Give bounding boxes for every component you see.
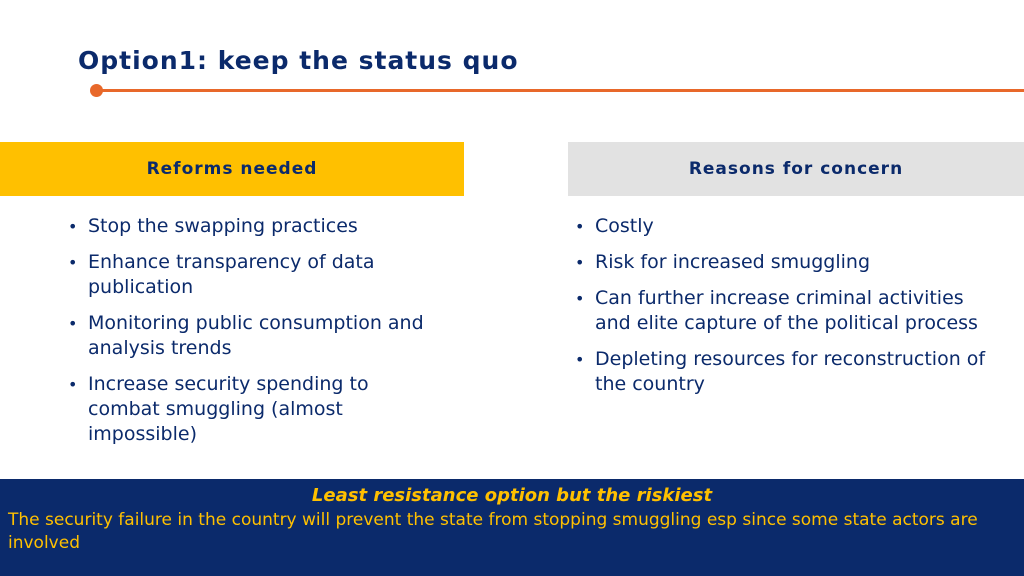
list-item-text: Risk for increased smuggling [595, 251, 870, 273]
concerns-header [568, 142, 1024, 196]
list-item [68, 250, 440, 300]
list-item [575, 347, 995, 397]
concerns-list [575, 214, 995, 408]
bullet-icon: • [575, 350, 585, 369]
bullet-icon: • [68, 314, 78, 333]
bullet-icon: • [575, 253, 585, 272]
list-item [575, 214, 995, 239]
bullet-icon: • [68, 253, 78, 272]
list-item-text: Stop the swapping practices [88, 215, 358, 237]
reforms-header-label: Reforms needed [146, 159, 318, 179]
list-item-text: Enhance transparency of data publication [88, 251, 375, 298]
list-item [575, 250, 995, 275]
reforms-header [0, 142, 464, 196]
concerns-header-label: Reasons for concern [688, 159, 904, 179]
slide-title: Option1: keep the status quo [78, 46, 519, 75]
bullet-icon: • [68, 217, 78, 236]
list-item-text: Monitoring public consumption and analysis trends [88, 312, 424, 359]
title-underline-dot [90, 84, 103, 97]
footer-body: The security failure in the country will prevent the state from stopping smuggling esp since some state actors are involved [8, 510, 978, 553]
list-item-text: Costly [595, 215, 654, 237]
list-item [68, 214, 440, 239]
footer-banner [0, 479, 1024, 576]
list-item [575, 286, 995, 336]
list-item-text: Depleting resources for reconstruction of the country [595, 348, 986, 395]
list-item-text: Can further increase criminal activities and elite capture of the political process [595, 287, 978, 334]
reforms-list [68, 214, 440, 458]
bullet-icon: • [68, 375, 78, 394]
list-item-text: Increase security spending to combat smuggling (almost impossible) [88, 373, 369, 445]
list-item [68, 372, 440, 447]
list-item [68, 311, 440, 361]
bullet-icon: • [575, 289, 585, 308]
title-underline [97, 89, 1024, 92]
bullet-icon: • [575, 217, 585, 236]
footer-headline: Least resistance option but the riskiest [311, 485, 713, 506]
